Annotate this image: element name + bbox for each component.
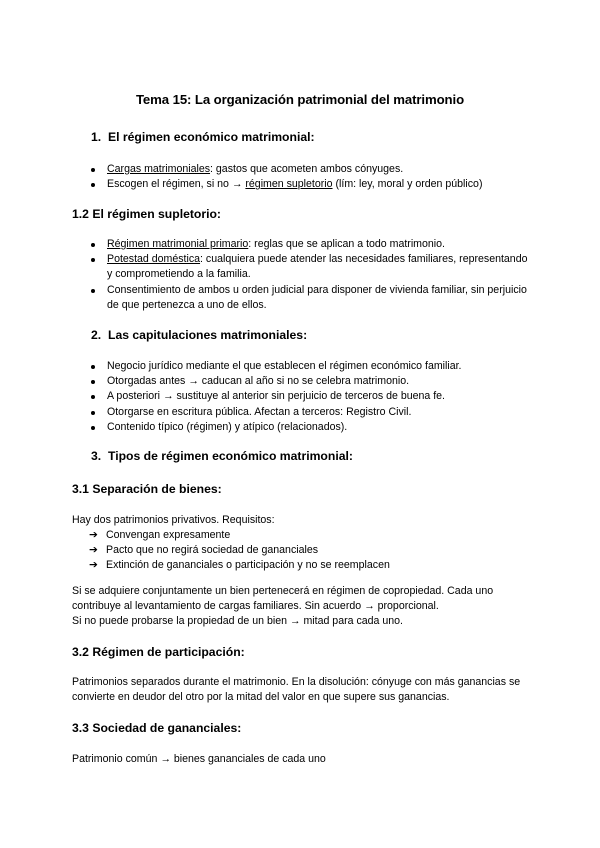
section-3-2-heading: 3.2 Régimen de participación: (72, 645, 245, 659)
section-3-2-paragraph: Patrimonios separados durante el matrimonio. En la disolución: cónyuge con más ganancias se convierte en deudor del otro por la mitad del valor en que supere sus ganancias. (72, 676, 521, 704)
section-3-1-paragraph-2: Si no puede probarse la propiedad de un bien → mitad para cada uno. (72, 615, 403, 627)
list-item: ➔ Convengan expresamente (89, 528, 529, 543)
section-1-heading (91, 130, 315, 144)
section-1-list (89, 162, 529, 192)
section-title: El régimen económico matrimonial: (108, 130, 315, 144)
list-item: Consentimiento de ambos u orden judicial para disponer de vivienda familiar, sin perjuicio de que pertenezca a uno de ellos. (89, 283, 529, 313)
section-3-1-intro: Hay dos patrimonios privativos. Requisitos: (72, 514, 275, 526)
requirements-list (89, 528, 529, 574)
section-3-3-paragraph: Patrimonio común → bienes gananciales de cada uno (72, 753, 326, 765)
list-item: ➔ Extinción de gananciales o participación y no se reemplacen (89, 558, 529, 573)
section-3-heading (91, 449, 353, 463)
underlined-term: Cargas matrimoniales (107, 163, 211, 175)
section-title: Las capitulaciones matrimoniales: (108, 328, 308, 342)
list-item: Potestad doméstica: cualquiera puede atender las necesidades familiares, representando y comprometiendo a la familia. (89, 252, 529, 282)
section-2-heading (91, 328, 307, 342)
section-3-3-heading: 3.3 Sociedad de gananciales: (72, 721, 242, 735)
arrow-icon: ➔ (89, 544, 98, 557)
list-item: Contenido típico (régimen) y atípico (relacionados). (89, 420, 529, 435)
arrow-icon: ➔ (89, 559, 98, 572)
list-item: Otorgadas antes → caducan al año si no se celebra matrimonio. (89, 374, 529, 389)
arrow-icon: ➔ (89, 529, 98, 541)
list-item: Escogen el régimen, si no → régimen supletorio (lím: ley, moral y orden público) (89, 177, 529, 192)
section-3-1-paragraph: Si se adquiere conjuntamente un bien pertenecerá en régimen de copropiedad. Cada uno contribuye al levantamiento de cargas familiares. Sin acuerdo → proporcional. (72, 585, 494, 613)
list-item: Cargas matrimoniales: gastos que acometen ambos cónyuges. (89, 162, 529, 177)
list-item: Otorgarse en escritura pública. Afectan a terceros: Registro Civil. (89, 405, 529, 420)
list-item: ➔ Pacto que no regirá sociedad de gananciales (89, 543, 529, 558)
section-3-1-heading: 3.1 Separación de bienes: (72, 482, 222, 496)
section-title: Tipos de régimen económico matrimonial: (108, 449, 353, 463)
section-1-2-heading: 1.2 El régimen supletorio: (72, 207, 221, 221)
underlined-term: régimen supletorio (245, 178, 333, 191)
section-1-2-list (89, 237, 529, 313)
section-number: 1. (91, 130, 102, 144)
page-title: Tema 15: La organización patrimonial del matrimonio (135, 92, 465, 107)
underlined-term: Potestad doméstica (107, 253, 201, 266)
underlined-term: Régimen matrimonial primario (107, 238, 249, 250)
list-item: A posteriori → sustituye al anterior sin perjuicio de terceros de buena fe. (89, 389, 529, 404)
section-number: 2. (91, 328, 102, 342)
list-item: Negocio jurídico mediante el que establecen el régimen económico familiar. (89, 359, 529, 374)
list-item: Régimen matrimonial primario: reglas que se aplican a todo matrimonio. (89, 237, 529, 252)
section-number: 3. (91, 449, 102, 463)
section-2-list (89, 359, 529, 435)
